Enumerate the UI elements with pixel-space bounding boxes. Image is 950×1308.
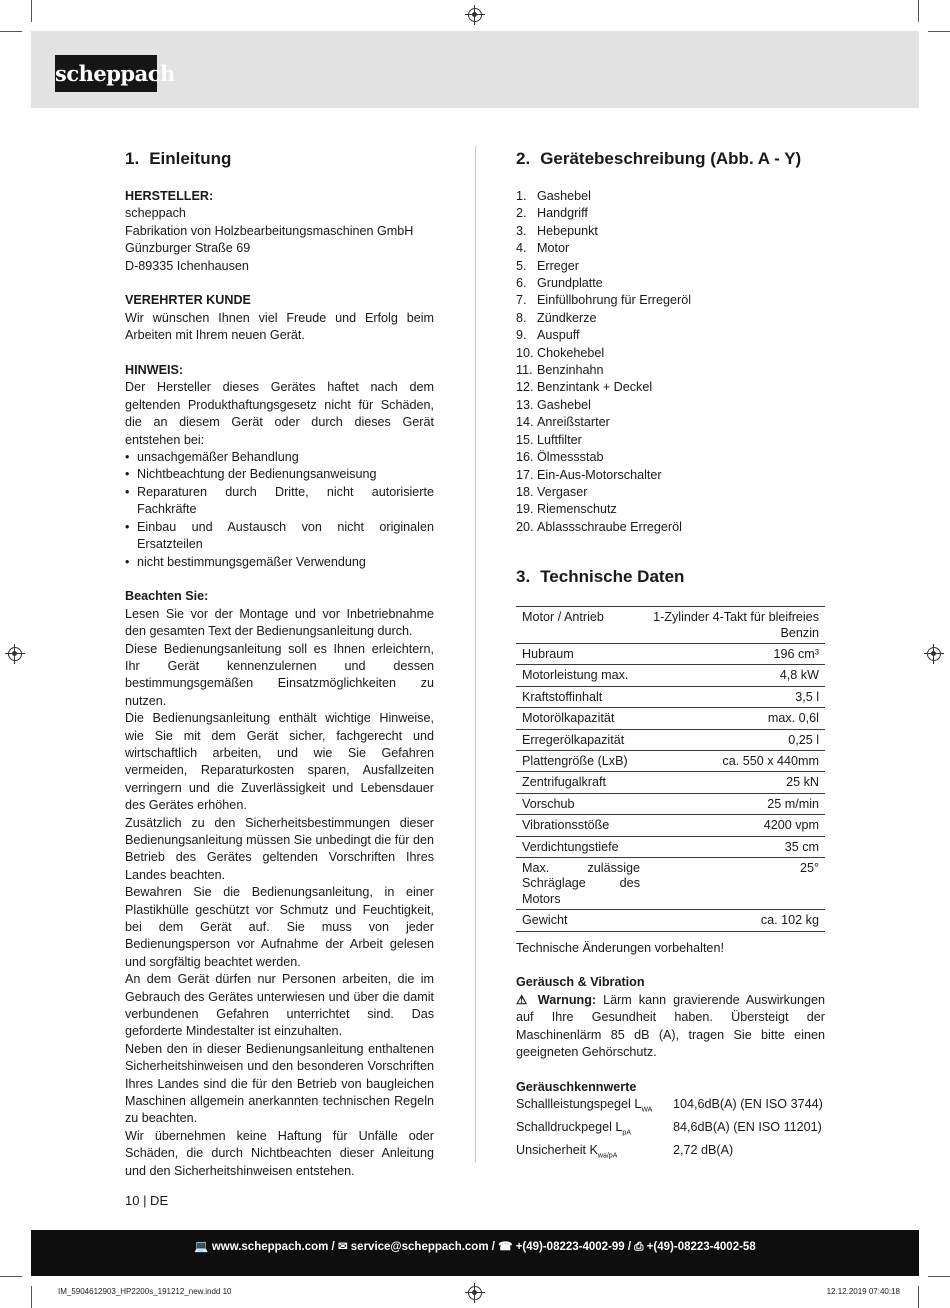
item-number: 6. (516, 276, 527, 291)
list-item: • unsachgemäßer Behandlung (125, 449, 434, 466)
section-heading-introduction (125, 148, 434, 170)
item-number: 2. (516, 206, 527, 221)
noise-key (516, 1096, 673, 1119)
spec-key: Motorleistung max. (522, 668, 629, 683)
item-label: Chokehebel (537, 345, 605, 360)
noise-key-text: Schalldruckpegel L (516, 1120, 623, 1135)
spec-key: Plattengröße (LxB) (522, 753, 628, 768)
slug-filename: IM_5904612903_HP2200s_191212_new.indd 10 (58, 1287, 232, 1296)
spec-key: Zentrifugalkraft (522, 775, 606, 790)
table-row (516, 793, 825, 814)
spec-key: Max. zulässige Schräglage des Motors (522, 861, 640, 906)
spec-value: max. 0,6l (767, 711, 819, 726)
spec-value: 35 cm (784, 839, 819, 854)
noise-key-text: Unsicherheit K (516, 1143, 598, 1158)
item-number: 5. (516, 258, 527, 273)
page-number: 10 | DE (125, 1193, 169, 1208)
crop-mark (0, 31, 22, 32)
slug-date: 12.12.2019 07:40:18 (826, 1287, 900, 1296)
note-text: Der Hersteller dieses Gerätes haftet nach dem geltenden Produkthaftungsgesetz nicht für Schäden, die an diesem Gerät oder durch dieses Gerät entstehen bei: (125, 380, 434, 447)
list-item (516, 292, 825, 309)
item-number: 19. (516, 502, 534, 517)
noise-value: 104,6dB(A) (EN ISO 3744) (673, 1097, 823, 1112)
parts-list (516, 188, 825, 536)
list-item (516, 223, 825, 240)
table-row (516, 815, 825, 836)
item-number: 18. (516, 484, 534, 499)
observe-paragraph: Lesen Sie vor der Montage und vor Inbetriebnahme den gesamten Text der Bedienungsanleitung durch. (125, 606, 434, 639)
section-number: 2. (516, 149, 531, 168)
list-item: • nicht bestimmungsgemäßer Verwendung (125, 554, 434, 571)
manufacturer-label: HERSTELLER: (125, 189, 214, 203)
spec-key: Vorschub (522, 796, 575, 811)
footer-fax: +(49)-08223-4002-58 (646, 1241, 756, 1253)
spec-table (516, 606, 825, 932)
list-item (516, 397, 825, 414)
item-number: 7. (516, 293, 527, 308)
observe-paragraph: Zusätzlich zu den Sicherheitsbestimmungen dieser Bedienungsanleitung müssen Sie unbedingt die für den Betrieb des Gerätes geltenden Vorschriften Ihres Landes beachten. (125, 815, 434, 882)
section-number: 1. (125, 149, 140, 168)
list-item (516, 379, 825, 396)
column-divider (475, 146, 476, 1162)
manufacturer-line: D-89335 Ichenhausen (125, 258, 249, 273)
crop-mark (928, 1276, 950, 1277)
table-row (516, 750, 825, 771)
item-label: Benzintank + Deckel (537, 380, 653, 395)
section-title: Gerätebeschreibung (Abb. A - Y) (540, 149, 802, 168)
spec-key: Hubraum (522, 646, 574, 661)
section-title: Technische Daten (540, 567, 685, 587)
spec-value: 3,5 l (795, 689, 819, 704)
spec-value: 196 cm³ (773, 646, 819, 661)
crop-mark (0, 1276, 22, 1277)
spec-key: Motorölkapazität (522, 711, 615, 726)
footer-separator: / (331, 1241, 338, 1253)
spec-value: ca. 102 kg (760, 913, 819, 928)
noise-key (516, 1119, 673, 1142)
item-label: Anreißstarter (537, 415, 610, 430)
item-label: Ein-Aus-Motorschalter (537, 467, 662, 482)
list-item (516, 310, 825, 327)
item-number: 1. (516, 189, 527, 203)
list-item (516, 240, 825, 257)
list-item (516, 432, 825, 449)
warning-paragraph (516, 992, 825, 1062)
list-item: • Einbau und Austausch von nicht originalen Ersatzteilen (125, 519, 434, 554)
computer-icon: 💻 (194, 1241, 209, 1253)
spec-key: Gewicht (522, 913, 568, 928)
registration-mark-icon (8, 647, 22, 661)
spec-value: ca. 550 x 440mm (722, 753, 819, 768)
observe-paragraph: Bewahren Sie die Bedienungsanleitung, in einer Plastikhülle geschützt vor Schmutz und Feuchtigkeit, bei dem Gerät auf. Sie muss von jeder Bedienungsperson vor Aufnahme der Arbeit gelesen und sorgfältig beachtet werden. (125, 885, 434, 969)
observe-paragraph: Wir übernehmen keine Haftung für Unfälle oder Schäden, die durch Nichtbeachten dieser Anleitung und den Sicherheitshinweisen entstehen. (125, 1128, 434, 1178)
customer-label: VEREHRTER KUNDE (125, 293, 251, 308)
table-row (516, 708, 825, 729)
item-number: 16. (516, 450, 534, 465)
item-label: Ablassschraube Erregeröl (537, 519, 682, 534)
table-row (516, 772, 825, 793)
crop-mark (918, 1286, 919, 1308)
manufacturer-line: Günzburger Straße 69 (125, 241, 251, 256)
list-item (516, 519, 825, 536)
footer-separator: / (491, 1241, 499, 1253)
item-number: 13. (516, 397, 534, 412)
noise-values-label: Geräuschkennwerte (516, 1079, 637, 1094)
item-label: Luftfilter (537, 432, 582, 447)
envelope-icon: ✉ (337, 1241, 348, 1253)
list-item: • Reparaturen durch Dritte, nicht autorisierte Fachkräfte (125, 484, 434, 519)
observe-paragraph: Neben den in dieser Bedienungsanleitung enthaltenen Sicherheitshinweisen und den besonderen Vorschriften Ihres Landes sind die für den Betrieb von baugleichen Maschinen allgemein anerkannten technischen Regeln zu beachten. (125, 1041, 434, 1126)
noise-key-subscript: WA (641, 1106, 653, 1114)
spec-value: 4200 vpm (763, 818, 819, 833)
tech-note: Technische Änderungen vorbehalten! (516, 940, 724, 955)
item-number: 11. (516, 363, 533, 378)
item-label: Zündkerze (537, 310, 597, 325)
section-number: 3. (516, 567, 531, 587)
table-row (516, 643, 825, 664)
spec-key: Vibrationsstöße (522, 818, 610, 833)
item-number: 9. (516, 328, 527, 343)
item-number: 20. (516, 519, 534, 534)
table-row (516, 607, 825, 644)
list-item (516, 484, 825, 501)
list-item (516, 362, 825, 379)
crop-mark (918, 0, 919, 22)
brand-logo: scheppach (55, 55, 157, 92)
item-label: Riemenschutz (537, 502, 617, 517)
noise-key-subscript: pA (622, 1129, 631, 1137)
crop-mark (31, 0, 32, 22)
noise-values-table (516, 1096, 825, 1165)
list-item (516, 414, 825, 431)
table-row (516, 729, 825, 750)
noise-value: 84,6dB(A) (EN ISO 11201) (673, 1120, 822, 1135)
footer-separator: / (627, 1241, 635, 1253)
note-label: HINWEIS: (125, 363, 184, 378)
manufacturer-line: scheppach (125, 206, 186, 221)
item-label: Auspuff (537, 328, 580, 343)
registration-mark-icon (468, 8, 482, 22)
registration-mark-icon (468, 1286, 482, 1300)
crop-mark (31, 1286, 32, 1308)
list-item (516, 275, 825, 292)
warning-text: Lärm kann gravierende Auswirkungen auf Ihre Gesundheit haben. Übersteigt der Maschinenlärm 85 dB (A), tragen Sie bitte einen geeigneten Gehörschutz. (516, 992, 826, 1060)
list-item: • Nichtbeachtung der Bedienungsanweisung (125, 466, 434, 483)
table-row (516, 1096, 825, 1119)
noise-key (516, 1142, 673, 1165)
spec-value: 25 kN (786, 775, 819, 790)
noise-key-subscript: wa/pA (597, 1152, 618, 1160)
section-heading-device-description (516, 148, 825, 170)
footer-phone[interactable]: +(49)-08223-4002-99 (515, 1241, 625, 1253)
noise-value: 2,72 dB(A) (673, 1143, 734, 1158)
noise-label: Geräusch & Vibration (516, 975, 645, 990)
item-number: 14. (516, 415, 534, 430)
item-label: Vergaser (537, 484, 588, 499)
list-item (516, 188, 825, 205)
list-item (516, 327, 825, 344)
item-label: Erreger (537, 258, 579, 273)
item-label: Grundplatte (537, 276, 603, 291)
item-number: 17. (516, 467, 534, 482)
item-number: 15. (516, 432, 534, 447)
observe-label: Beachten Sie: (125, 589, 209, 604)
item-number: 12. (516, 380, 534, 395)
item-number: 8. (516, 310, 527, 325)
section-title: Einleitung (149, 149, 232, 168)
observe-paragraph: An dem Gerät dürfen nur Personen arbeiten, die im Gebrauch des Gerätes unterwiesen und über die damit verbundenen Gefahren unterrichtet sind. Das geforderte Mindestalter ist einzuhalten. (125, 972, 434, 1039)
spec-value: 0,25 l (788, 732, 819, 747)
list-item (516, 449, 825, 466)
list-item (516, 467, 825, 484)
spec-key: Motor / Antrieb (522, 610, 604, 625)
spec-value: 25° (799, 861, 819, 875)
footer-bar (31, 1230, 919, 1276)
item-label: Hebepunkt (537, 223, 598, 238)
manufacturer-line: Fabrikation von Holzbearbeitungsmaschinen GmbH (125, 223, 414, 238)
noise-key-text: Schallleistungspegel L (516, 1097, 642, 1112)
left-column (125, 148, 434, 1180)
right-column (516, 148, 825, 1165)
table-row (516, 836, 825, 857)
list-item (516, 501, 825, 518)
item-label: Handgriff (537, 206, 588, 221)
spec-key: Kraftstoffinhalt (522, 689, 603, 704)
table-row (516, 910, 825, 931)
table-row (516, 665, 825, 686)
spec-key: Verdichtungstiefe (522, 839, 619, 854)
item-label: Motor (537, 241, 570, 256)
note-bullet-list (125, 449, 434, 571)
spec-value: 1-Zylinder 4-Takt für bleifreies Benzin (653, 610, 819, 640)
phone-icon: ☎ (498, 1241, 513, 1253)
item-label: Gashebel (537, 189, 591, 203)
table-row (516, 858, 825, 910)
crop-mark (928, 31, 950, 32)
item-number: 10. (516, 345, 534, 360)
observe-paragraph: Diese Bedienungsanleitung soll es Ihnen erleichtern, Ihr Gerät kennenzulernen und dessen bestimmungsgemäßen Einsatzmöglichkeiten zu nutzen. (125, 641, 434, 708)
footer-email-link[interactable]: service@scheppach.com (350, 1241, 489, 1253)
list-item (516, 258, 825, 275)
spec-key: Erregerölkapazität (522, 732, 625, 747)
registration-mark-icon (927, 647, 941, 661)
table-row (516, 686, 825, 707)
item-number: 3. (516, 223, 527, 238)
item-number: 4. (516, 241, 527, 256)
list-item (516, 205, 825, 222)
section-heading-technical-data (516, 566, 825, 588)
item-label: Einfüllbohrung für Erregeröl (537, 293, 692, 308)
table-row (516, 1142, 825, 1165)
customer-text: Wir wünschen Ihnen viel Freude und Erfolg beim Arbeiten mit Ihrem neuen Gerät. (125, 310, 434, 343)
item-label: Ölmessstab (537, 450, 604, 465)
spec-value: 25 m/min (767, 796, 819, 811)
item-label: Benzinhahn (537, 363, 604, 378)
warning-prefix: Warnung: (537, 992, 597, 1007)
spec-value: 4,8 kW (779, 668, 819, 683)
warning-icon: ⚠ (516, 992, 531, 1007)
list-item (516, 345, 825, 362)
item-label: Gashebel (537, 397, 591, 412)
table-row (516, 1119, 825, 1142)
observe-paragraph: Die Bedienungsanleitung enthält wichtige Hinweise, wie Sie mit dem Gerät sicher, fachgerecht und wirtschaftlich arbeiten, und wie Sie Gefahren vermeiden, Reparaturkosten sparen, Ausfallzeiten verringern und die Zuverlässigkeit und Lebensdauer des Gerätes erhöhen. (125, 711, 434, 813)
fax-icon: ⎙ (634, 1241, 644, 1253)
footer-website-link[interactable]: www.scheppach.com (211, 1241, 329, 1253)
